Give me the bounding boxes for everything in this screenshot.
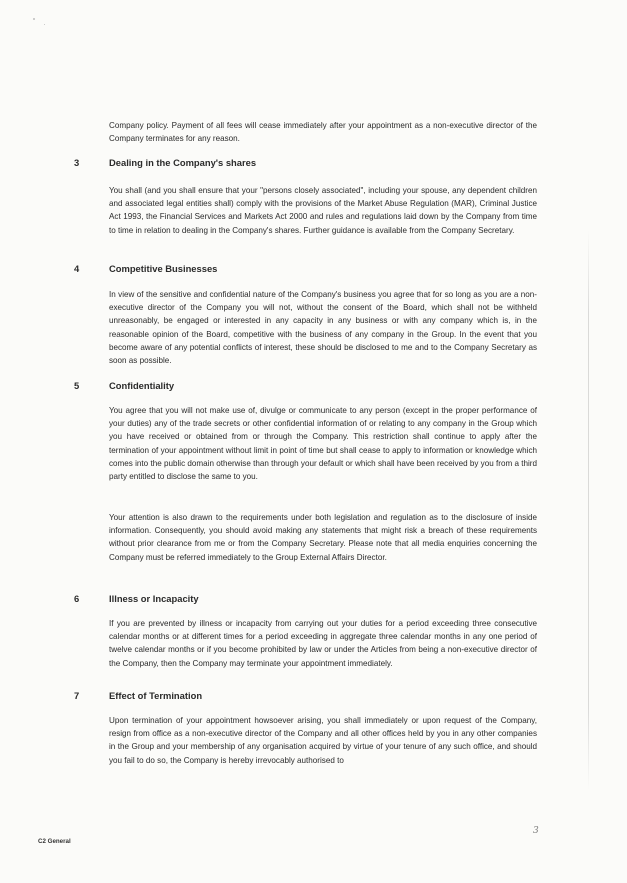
classification-label: C2 General bbox=[38, 838, 71, 845]
section-3-heading: Dealing in the Company's shares bbox=[109, 157, 257, 168]
section-5-paragraph-1: You agree that you will not make use of, divulge or communicate to any person (except in the proper performance of your duties) any of the trade secrets or other confidential information of or relating to any company in the Group which you have received or obtained from or through the Company. This restriction shall continue to apply after the termination of your appointment without limit in point of time but shall cease to apply to information or knowledge which comes into the public domain otherwise than through your default or which shall have been received by you from a third party entitled to disclose the same to you. bbox=[109, 406, 537, 482]
section-4-paragraph: In view of the sensitive and confidential nature of the Company's business you agree that for so long as you are a non-executive director of the Company you will not, without the consent of the Board, which shall not be withheld unreasonably, be engaged or interested in any capacity in any business or with any company which is, in the reasonable opinion of the Board, competitive with the business of any company in the Group. In the event that you become aware of any potential conflicts of interest, these should be disclosed to me and to the Company Secretary as soon as possible. bbox=[109, 290, 537, 366]
page-number: 3 bbox=[533, 826, 539, 836]
section-6-paragraph: If you are prevented by illness or incapacity from carrying out your duties for a period exceeding three consecutive calendar months or at different times for a period exceeding in aggregate three calendar months in any one period of twelve calendar months or if you become prohibited by law or under the Articles from being a non-executive director of the Company, then the Company may terminate your appointment immediately. bbox=[109, 619, 537, 668]
section-6-number: 6 bbox=[74, 593, 80, 604]
scan-speck bbox=[44, 24, 45, 25]
section-3-paragraph: You shall (and you shall ensure that your "persons closely associated", including your spouse, any dependent children and associated legal entities shall) comply with the provisions of the Market Abuse Regulation (MAR), Criminal Justice Act 1993, the Financial Services and Markets Act 2000 and rules and regulations laid down by the Company from time to time in relation to dealing in the Company's shares. Further guidance is available from the Company Secretary. bbox=[109, 186, 537, 235]
section-5-number: 5 bbox=[74, 380, 80, 391]
section-6-heading: Illness or Incapacity bbox=[109, 593, 199, 604]
section-5-heading: Confidentiality bbox=[109, 380, 175, 391]
section-7-heading: Effect of Termination bbox=[109, 690, 203, 701]
intro-paragraph: Company policy. Payment of all fees will cease immediately after your appointment as a non-executive director of the Company terminates for any reason. bbox=[109, 121, 537, 144]
section-7-number: 7 bbox=[74, 690, 80, 701]
section-5-paragraph-2: Your attention is also drawn to the requirements under both legislation and regulation as to the disclosure of inside information. Consequently, you should avoid making any statements that might risk a breach of these requirements without prior clearance from me or from the Company Secretary. Please note that all media enquiries concerning the Company must be referred immediately to the Group External Affairs Director. bbox=[109, 513, 537, 562]
section-4-heading: Competitive Businesses bbox=[109, 263, 218, 274]
section-7-paragraph: Upon termination of your appointment howsoever arising, you shall immediately or upon request of the Company, resign from office as a non-executive director of the Company and all other offices held by you in any other companies in the Group and your membership of any organisation acquired by virtue of your tenure of any such office, and should you fail to do so, the Company is hereby irrevocably authorised to bbox=[109, 716, 537, 765]
scan-edge-shadow bbox=[588, 230, 589, 790]
scan-speck bbox=[33, 18, 35, 20]
section-3-number: 3 bbox=[74, 157, 80, 168]
section-4-number: 4 bbox=[74, 263, 80, 274]
